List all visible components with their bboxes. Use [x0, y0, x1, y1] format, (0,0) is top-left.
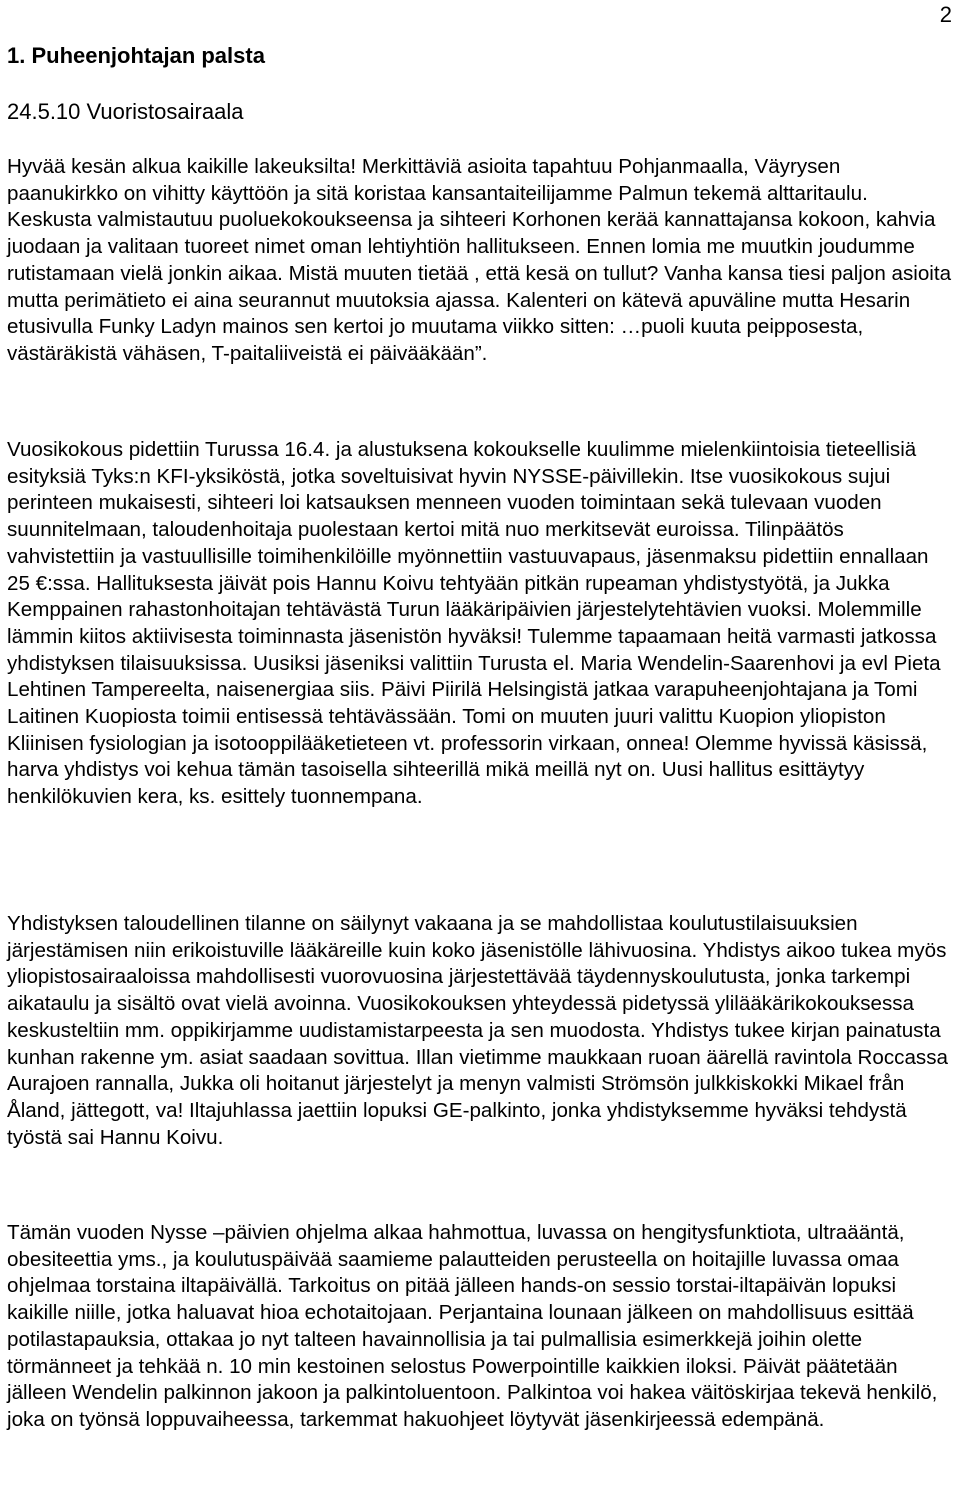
paragraph-annual-meeting: Vuosikokous pidettiin Turussa 16.4. ja alustuksena kokoukselle kuulimme mielenkiintoisia tieteellisiä esityksiä Tyks:n KFI-yksiköstä, jotka soveltuisivat hyvin NYSSE-päivillekin. Itse vuosikokous sujui perinteen mukaisesti, sihteeri loi katsauksen menneen vuoden toimintaan sekä tulevaan vuoden suunnitelmaan, taloudenhoitaja puolestaan kertoi mitä nuo merkitsevät euroissa. Tilinpäätös vahvistettiin ja vastuullisille toimihenkilöille myönnettiin vastuuvapaus, jäsenmaksu pidettiin ennallaan 25 €:ssa. Hallituksesta jäivät pois Hannu Koivu tehtyään pitkän rupeaman yhdistystyötä, ja Jukka Kemppainen rahastonhoitajan tehtävästä Turun lääkäripäivien järjestelytehtävien vuoksi. Molemmille lämmin kiitos aktiivisesta toiminnasta jäsenistön hyväksi! Tulemme tapaamaan heitä varmasti jatkossa yhdistyksen tilaisuuksissa. Uusiksi jäseniksi valittiin Turusta el. Maria Wendelin-Saarenhovi ja evl Pieta Lehtinen Tampereelta, naisenergiaa siis. Päivi Piirilä Helsingistä jatkaa varapuheenjohtajana ja Tomi Laitinen Kuopiosta toimii entisessä tehtävässään. Tomi on muuten juuri valittu Kuopion yliopiston Kliinisen fysiologian ja isotooppilääketieteen vt. professorin virkaan, onnea! Olemme hyvissä käsissä, harva yhdistys voi kehua tämän tasoisella sihteerillä mikä meillä nyt on. Uusi hallitus esittäytyy henkilökuvien kera, ks. esittely tuonnempana. — [7, 438, 941, 809]
page-number: 2 — [939, 2, 952, 27]
section-heading: 1. Puheenjohtajan palsta — [7, 43, 265, 68]
paragraph-finances: Yhdistyksen taloudellinen tilanne on säilynyt vakaana ja se mahdollistaa koulutustilaisuuksien järjestämisen niin erikoistuville lääkäreille kuin koko jäsenistölle lähivuosina. Yhdistys aikoo tukea myös yliopistosairaaloissa mahdollisesti vuorovuosina järjestettävää täydennyskoulutusta, jonka tarkempi aikataulu ja sisältö ovat vielä avoinna. Vuosikokouksen yhteydessä pidetyssä ylilääkärikokouksessa keskusteltiin mm. oppikirjamme uudistamistarpeesta ja sen muodosta. Yhdistys tukee kirjan painatusta kunhan rakenne ym. asiat saadaan sovittua. Illan vietimme maukkaan ruoan äärellä ravintola Roccassa Aurajoen rannalla, Jukka oli hoitanut järjestelyt ja menyn valmisti Strömsön julkkiskokki Mikael från Åland, jättegott, va! Iltajuhlassa jaettiin lopuksi GE-palkinto, jonka yhdistyksemme hyväksi tehdystä työstä sai Hannu Koivu. — [7, 912, 948, 1149]
paragraph-greetings: Hyvää kesän alkua kaikille lakeuksilta! Merkittäviä asioita tapahtuu Pohjanmaalla, Väyrysen paanukirkko on vihitty käyttöön ja sitä koristaa kansantaiteilijamme Palmun tekemä alttaritaulu. Keskusta valmistautuu puoluekokoukseensa ja sihteeri Korhonen kerää kannattajansa kokoon, kahvia juodaan ja valitaan tuoreet nimet oman lehtiyhtiön hallitukseen. Ennen lomia me muutkin joudumme rutistamaan vielä jonkin aikaa. Mistä muuten tietää , että kesä on tullut? Vanha kansa tiesi paljon asioita mutta perimätieto ei aina seurannut muutoksia ajassa. Kalenteri on kätevä apuväline mutta Hesarin etusivulla Funky Ladyn mainos sen kertoi jo muutama viikko sitten: …puoli kuuta peipposesta, västäräkistä vähäsen, T-paitaliiveistä ei päivääkään”. — [7, 155, 952, 365]
paragraph-nysse-days: Tämän vuoden Nysse –päivien ohjelma alkaa hahmottua, luvassa on hengitysfunktiota, ultraääntä, obesiteettia yms., ja koulutuspäivää saamieme palautteiden perusteella on hoitajille luvassa omaa ohjelmaa torstaina iltapäivällä. Tarkoitus on pitää jälleen hands-on sessio torstai-iltapäivän lopuksi kaikille niille, jotka haluavat hioa echotaitojaan. Perjantaina lounaan jälkeen on mahdollisuus esittää potilastapauksia, ottakaa jo nyt talteen havainnollisia ja tai pulmallisia esimerkkejä joihin olette törmänneet ja tehkää n. 10 min kestoinen selostus Powerpointille kaikkien iloksi. Päivät päätetään jälleen Wendelin palkinnon jakoon ja palkintoluentoon. Palkintoa voi hakea väitöskirjaa tekevä henkilö, joka on työnsä loppuvaiheessa, tarkemmat hakuohjeet löytyvät jäsenkirjeessä edempänä. — [7, 1221, 938, 1431]
date-title: 24.5.10 Vuoristosairaala — [7, 99, 244, 124]
